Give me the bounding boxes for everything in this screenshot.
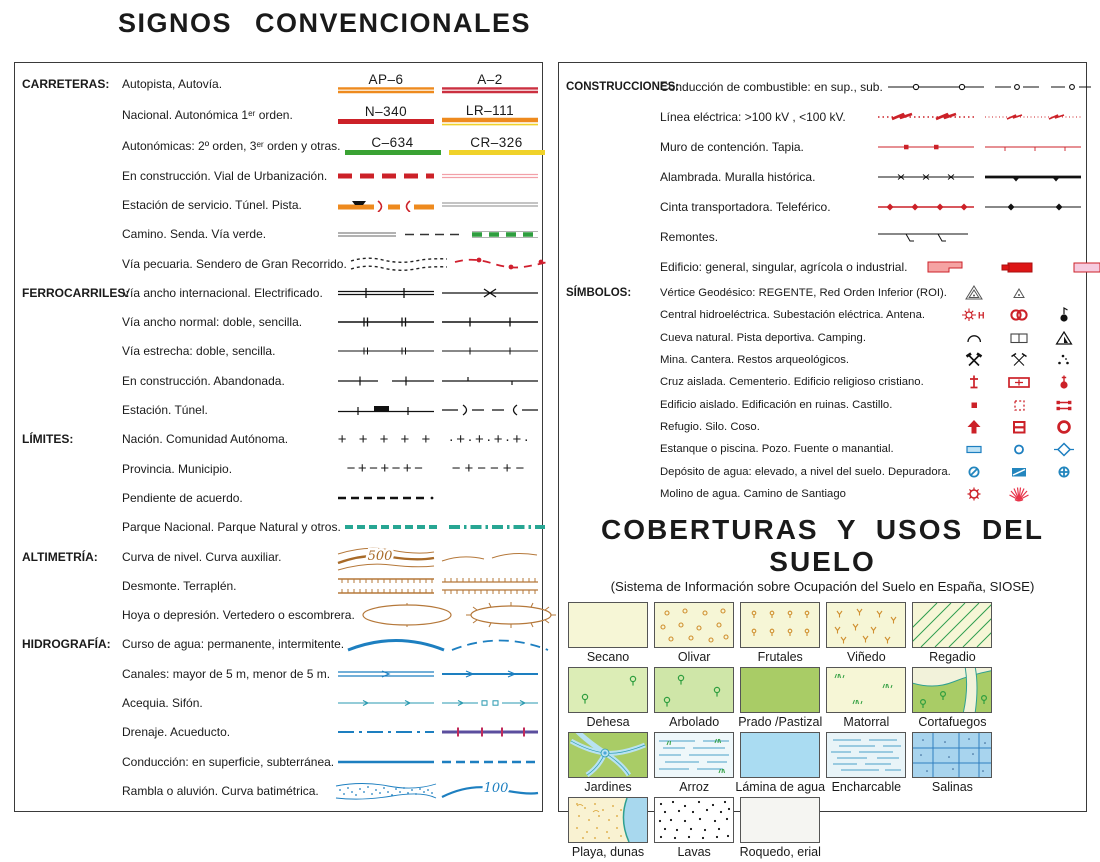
land-cover-label: Frutales [757,649,803,664]
road-number: CR–326 [470,134,523,150]
ski-lift-icon [876,230,976,244]
legend-row [15,542,542,571]
legend-row [559,304,1086,326]
section-label: HIDROGRAFÍA: [22,637,111,652]
playa-dunas-swatch-icon [568,797,648,843]
left-legend-panel [14,62,543,812]
contour-line-icon [336,543,436,571]
isolated-building-icon [965,396,983,414]
province-boundary-icon: −+−+−+− [346,460,426,478]
isolated-cross-icon [965,373,983,391]
wadi-alluvium-icon [334,779,438,803]
conveyor-belt-icon [876,202,976,212]
row-label: Canales: mayor de 5 m, menor de 5 m. [122,666,331,681]
depression-icon [355,601,459,629]
land-cover-label: Lavas [677,844,711,859]
national-road-icon [336,118,436,125]
jardines-swatch-icon [568,732,648,778]
retaining-wall-icon [876,142,976,152]
legend-row [559,162,1086,192]
building-singular-icon [1000,259,1034,275]
row-label: Camino. Senda. Vía verde. [122,227,267,242]
coberturas-title: COBERTURAS Y USOS DEL SUELO [601,513,1044,577]
legend-row [15,425,542,454]
row-label: Autopista, Autovía. [122,76,223,91]
permanent-watercourse-icon [346,635,446,653]
embankment-icon [440,574,540,598]
row-label: Central hidroeléctrica. Subestación eléctrica. Antena. [660,309,925,322]
land-cover-cell [651,602,737,664]
road-number: AP–6 [368,72,404,87]
matorral-swatch-icon [826,667,906,713]
electrified-railway-icon [440,287,540,299]
land-cover-cell [909,602,995,664]
track-icon [440,200,540,209]
row-label: Hoya o depresión. Vertedero o escombrera. [122,608,355,623]
cemetery-icon [1007,373,1031,391]
row-label: Alambrada. Muralla histórica. [660,170,816,184]
land-cover-label: Matorral [843,714,890,729]
land-cover-cell [909,732,995,794]
legend-row [15,161,542,190]
land-cover-label: Playa, dunas [571,844,645,859]
autonomous-community-boundary-icon: ·+·+·+·+· [448,430,532,448]
row-label: Cueva natural. Pista deportiva. Camping. [660,331,866,344]
road-number: A–2 [477,72,503,87]
aqueduct-icon [440,726,540,738]
legend-row [15,190,542,219]
row-label: Edificio aislado. Edificación en ruinas. Castillo. [660,398,893,411]
row-label: Muro de contención. Tapia. [660,140,804,154]
legend-row [15,571,542,600]
railway-under-construction-icon [336,375,436,387]
row-label: Línea eléctrica: >100 kV , <100 kV. [660,110,846,124]
narrow-gauge-double-track-icon [336,345,436,357]
international-gauge-railway-icon [336,287,436,299]
land-cover-cell [651,732,737,794]
row-label: Depósito de agua: elevado, a nivel del suelo. Depuradora. [660,465,951,478]
regional-third-order-road-icon [447,149,547,156]
canal-minor-icon [440,668,540,680]
regadio-swatch-icon [912,602,992,648]
row-label: Vértice Geodésico: REGENTE, Red Orden Inferior (ROI). [660,287,947,300]
national-park-boundary-icon [343,523,443,531]
legend-row [559,483,1086,505]
land-cover-cell [651,667,737,729]
row-label: Remontes. [660,230,719,244]
legend-row [15,688,542,717]
row-label: Vía ancho normal: doble, sencilla. [122,315,303,330]
roquedo-erial-swatch-icon [740,797,820,843]
road-number: LR–111 [465,102,515,118]
water-mill-icon [965,485,983,503]
long-distance-footpath-icon [453,255,553,273]
row-label: Vía estrecha: doble, sencilla. [122,344,276,359]
legend-row [15,337,542,366]
land-cover-label: Roquedo, erial [739,844,821,859]
row-label: Parque Nacional. Parque Natural y otros. [122,520,341,535]
legend-row [559,349,1086,371]
urbanization-road-icon [440,172,540,180]
legend-row [559,416,1086,438]
electric-substation-icon [1008,306,1030,324]
row-label: Drenaje. Acueducto. [122,725,231,740]
motorway-toll-icon [336,86,436,94]
row-label: Estación. Túnel. [122,403,208,418]
land-cover-label: Salinas [931,779,973,794]
legend-row [15,630,542,659]
building-general-icon [925,259,965,275]
national-boundary-icon: + + + + + [337,430,435,448]
row-label: Conducción: en superficie, subterránea. [122,754,335,769]
arroz-swatch-icon [654,732,734,778]
legend-row [15,99,542,130]
castle-icon [1054,396,1074,414]
legend-row [15,747,542,776]
section-label: FERROCARRILES: [22,285,130,300]
land-cover-cell [823,732,909,794]
dehesa-swatch-icon [568,667,648,713]
svg-text:H: H [977,310,984,321]
prado-pastizal-swatch-icon [740,667,820,713]
row-label: Cinta transportadora. Teleférico. [660,200,831,214]
encharcable-swatch-icon [826,732,906,778]
road-number: C–634 [371,134,414,150]
section-label: SÍMBOLOS: [566,287,632,300]
lamina-de-agua-swatch-icon [740,732,820,778]
land-cover-cell [735,732,826,794]
railway-station-icon [336,404,436,416]
land-cover-cell [565,667,651,729]
row-label: Molino de agua. Camino de Santiago [660,487,846,500]
row-label: Rambla o aluvión. Curva batimétrica. [122,783,319,798]
christian-religious-building-icon [1055,373,1073,391]
hydroelectric-plant-icon [961,306,987,324]
row-label: Pendiente de acuerdo. [122,490,243,505]
narrow-gauge-single-track-icon [440,345,540,357]
legend-row [15,454,542,483]
row-label: Nacional. Autonómica 1ᵉʳ orden. [122,107,293,122]
section-label: ALTIMETRÍA: [22,549,98,564]
bullring-icon [1055,418,1073,436]
wire-fence-icon [876,172,976,182]
land-cover-cell [823,602,909,664]
legend-row [559,192,1086,222]
land-cover-cell [565,732,651,794]
legend-row [15,600,542,629]
land-cover-label: Dehesa [586,714,630,729]
row-label: En construcción. Abandonada. [122,373,285,388]
canal-major-icon [336,668,436,680]
legend-row [15,776,542,805]
right-legend-panel [558,62,1087,859]
secano-swatch-icon [568,602,648,648]
spring-icon [1054,440,1074,458]
landfill-icon [459,601,563,629]
intermittent-watercourse-icon [450,635,550,653]
land-cover-label: Lámina de agua [735,779,826,794]
land-cover-cell [909,667,995,729]
natural-cave-icon [965,329,983,347]
legend-row [15,220,542,249]
legend-row [559,252,1086,282]
land-cover-label: Arbolado [669,714,720,729]
legend-row [559,438,1086,460]
land-cover-cell [565,797,651,859]
livestock-route-icon [349,255,449,273]
road-number: N–340 [364,103,408,119]
legend-row [559,371,1086,393]
legend-row [15,513,542,542]
row-label: Edificio: general, singular, agrícola o industrial. [660,260,908,274]
archaeological-site-icon [1055,351,1073,369]
land-cover-label: Prado /Pastizal [738,714,823,729]
legend-row [15,718,542,747]
camping-icon [1055,329,1073,347]
olivar-swatch-icon [654,602,734,648]
row-label: Curso de agua: permanente, intermitente. [122,637,345,652]
mine-icon [965,351,983,369]
row-label: Mina. Cantera. Restos arqueológicos. [660,354,850,367]
underground-pipeline-icon [440,757,540,767]
sports-field-icon [1009,329,1029,347]
row-label: En construcción. Vial de Urbanización. [122,168,328,183]
vinedo-swatch-icon [826,602,906,648]
cortafuegos-swatch-icon [912,667,992,713]
natural-park-boundary-icon [447,523,547,531]
land-cover-cell [737,797,823,859]
legend-row [15,130,542,161]
legend-row [15,307,542,336]
legend-row [15,366,542,395]
power-line-high-icon [876,111,976,123]
legend-row [559,282,1086,304]
regional-second-order-road-icon [343,149,443,156]
land-cover-label: Cortafuegos [918,714,987,729]
legend-row [15,68,542,99]
row-label: Desmonte. Terraplén. [122,578,237,593]
well-icon [1010,440,1028,458]
land-cover-label: Secano [586,649,630,664]
section-label: LÍMITES: [22,432,74,447]
cable-car-icon [983,202,1083,212]
service-station-tunnel-icon [336,198,436,212]
land-cover-cell [737,602,823,664]
silo-icon [1010,418,1028,436]
legend-row [559,72,1086,102]
land-cover-label: Jardines [584,779,632,794]
row-label: Provincia. Municipio. [122,461,233,476]
row-label: Curva de nivel. Curva auxiliar. [122,549,282,564]
ground-water-tank-icon [1009,463,1029,481]
railway-tunnel-icon [440,404,540,416]
arbolado-swatch-icon [654,667,734,713]
auxiliary-contour-icon [440,543,540,571]
land-cover-cell [737,667,823,729]
geodetic-vertex-regente-icon [964,284,984,302]
coberturas-subtitle: (Sistema de Información sobre Ocupación del Suelo en España, SIOSE) [610,578,1035,594]
land-cover-grid [559,594,1086,862]
legend-row [559,327,1086,349]
path-icon [336,230,398,239]
dual-carriageway-icon [440,86,540,94]
wall-icon [983,142,1083,152]
municipality-boundary-icon: −+−−+− [451,460,529,478]
frutales-swatch-icon [740,602,820,648]
page-title: SIGNOS CONVENCIONALES [118,8,532,38]
irrigation-ditch-icon [336,697,436,709]
normal-gauge-double-track-icon [336,316,436,328]
road-under-construction-icon [336,172,436,180]
building-agricultural-icon [1070,259,1100,275]
fuel-pipeline-surface-icon [886,82,986,92]
row-label: Vía ancho internacional. Electrificado. [122,285,323,300]
legend-row [15,659,542,688]
legend-row [559,132,1086,162]
legend-row [559,393,1086,415]
quarry-icon [1010,351,1028,369]
greenway-icon [470,230,540,239]
land-cover-cell [651,797,737,859]
camino-de-santiago-icon [1008,485,1030,503]
row-label: Estación de servicio. Túnel. Pista. [122,197,302,212]
drainage-icon [336,726,436,738]
land-cover-label: Olivar [677,649,711,664]
row-label: Conducción de combustible: en sup., sub. [660,80,883,94]
legend-row [559,102,1086,132]
historic-wall-icon [983,172,1083,182]
row-label: Estanque o piscina. Pozo. Fuente o manantial. [660,443,894,456]
legend-row [15,483,542,512]
land-cover-cell [823,667,909,729]
land-cover-label: Arroz [679,779,710,794]
bathymetric-value-label: 100 [483,780,509,796]
row-label: Cruz aislada. Cementerio. Edificio religioso cristiano. [660,376,924,389]
geodetic-vertex-roi-icon [1010,284,1028,302]
section-label: CARRETERAS: [22,76,110,91]
normal-gauge-single-track-icon [440,316,540,328]
section-label: CONSTRUCCIONES: [566,81,680,93]
row-label: Vía pecuaria. Sendero de Gran Recorrido. [122,256,347,271]
power-line-low-icon [983,111,1083,123]
abandoned-railway-icon [440,375,540,387]
row-label: Autonómicas: 2º orden, 3ᵉʳ orden y otras. [122,138,341,153]
legend-row [15,395,542,424]
legend-row [559,222,1086,252]
salinas-swatch-icon [912,732,992,778]
pond-pool-icon [964,440,984,458]
row-label: Acequia. Sifón. [122,695,203,710]
regional-first-order-road-icon [440,117,540,126]
contour-value-label: 500 [367,548,393,564]
land-cover-cell [565,602,651,664]
legend-row [15,278,542,307]
fuel-pipeline-underground-icon [993,82,1093,92]
land-cover-label: Viñedo [846,649,886,664]
siphon-icon [440,697,540,709]
legend-row [15,249,542,278]
trail-icon [403,230,465,239]
row-label: Refugio. Silo. Coso. [660,420,760,433]
surface-pipeline-icon [336,757,436,767]
elevated-water-tank-icon [965,463,983,481]
ruins-icon [1010,396,1028,414]
legend-row [559,460,1086,482]
land-cover-label: Encharcable [831,779,902,794]
refuge-icon [965,418,983,436]
row-label: Nación. Comunidad Autónoma. [122,432,289,447]
land-cover-label: Regadio [929,649,976,664]
antenna-icon [1055,306,1073,324]
cutting-icon [336,574,436,598]
lavas-swatch-icon [654,797,734,843]
agreement-pending-boundary-icon [336,494,436,502]
bathymetric-contour-icon [440,779,540,803]
water-treatment-plant-icon [1055,463,1073,481]
